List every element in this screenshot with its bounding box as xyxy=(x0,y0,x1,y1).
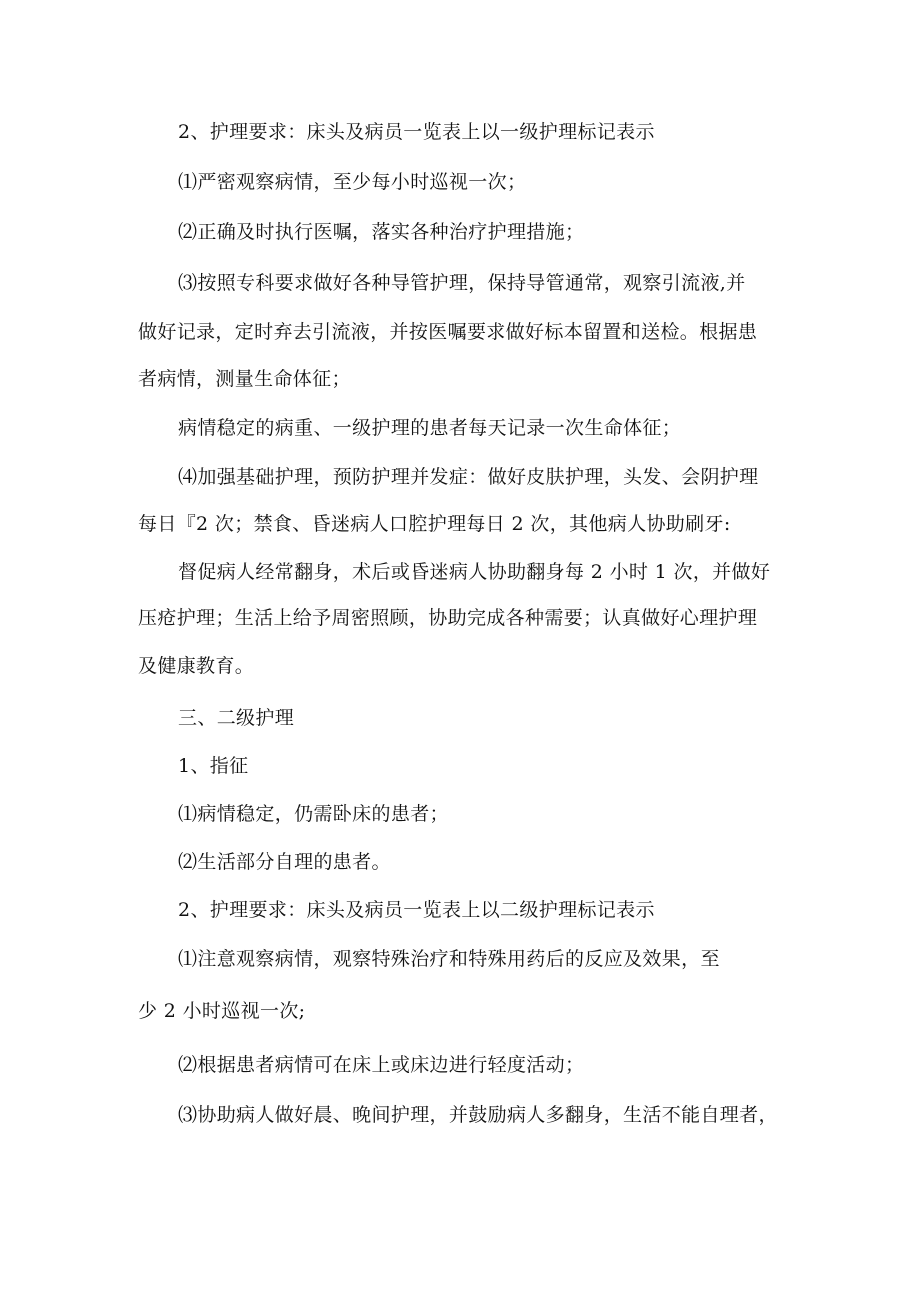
text-line: ⑴病情稳定，仍需卧床的患者； xyxy=(178,803,449,825)
text-line: ⑵根据患者病情可在床上或床边进行轻度活动； xyxy=(178,1054,585,1076)
text-line: 压疮护理；生活上给予周密照顾，协助完成各种需要；认真做好心理护理 xyxy=(138,607,758,629)
text-line: 2、护理要求：床头及病员一览表上以二级护理标记表示 xyxy=(178,899,655,921)
text-line: ⑵生活部分自理的患者。 xyxy=(178,851,391,873)
section-heading: 三、二级护理 xyxy=(178,707,295,729)
text-line: 者病情，测量生命体征； xyxy=(138,368,351,390)
text-line: 2、护理要求：床头及病员一览表上以一级护理标记表示 xyxy=(178,121,655,143)
text-line: ⑵正确及时执行医嘱，落实各种治疗护理措施； xyxy=(178,221,585,243)
text-line: ⑴严密观察病情，至少每小时巡视一次； xyxy=(178,171,527,193)
text-line: 少 2 小时巡视一次; xyxy=(138,1000,306,1022)
text-line: 1、指征 xyxy=(178,755,249,777)
text-line: 病情稳定的病重、一级护理的患者每天记录一次生命体征； xyxy=(178,417,682,439)
text-line: ⑷加强基础护理，预防护理并发症：做好皮肤护理，头发、会阴护理 xyxy=(178,466,759,488)
text-line: 督促病人经常翻身，术后或昏迷病人协助翻身每 2 小时 1 次，并做好 xyxy=(178,561,771,583)
text-line: 及健康教育。 xyxy=(138,655,255,677)
text-line: 每日『2 次；禁食、昏迷病人口腔护理每日 2 次，其他病人协助刷牙: xyxy=(138,513,731,535)
text-line: ⑴注意观察病情，观察特殊治疗和特殊用药后的反应及效果，至 xyxy=(178,948,720,970)
text-line: ⑶协助病人做好晨、晚间护理，并鼓励病人多翻身，生活不能自理者， xyxy=(178,1104,778,1126)
text-line: ⑶按照专科要求做好各种导管护理，保持导管通常，观察引流液,并 xyxy=(178,272,746,294)
text-line: 做好记录，定时弃去引流液，并按医嘱要求做好标本留置和送检。根据患 xyxy=(138,321,758,343)
